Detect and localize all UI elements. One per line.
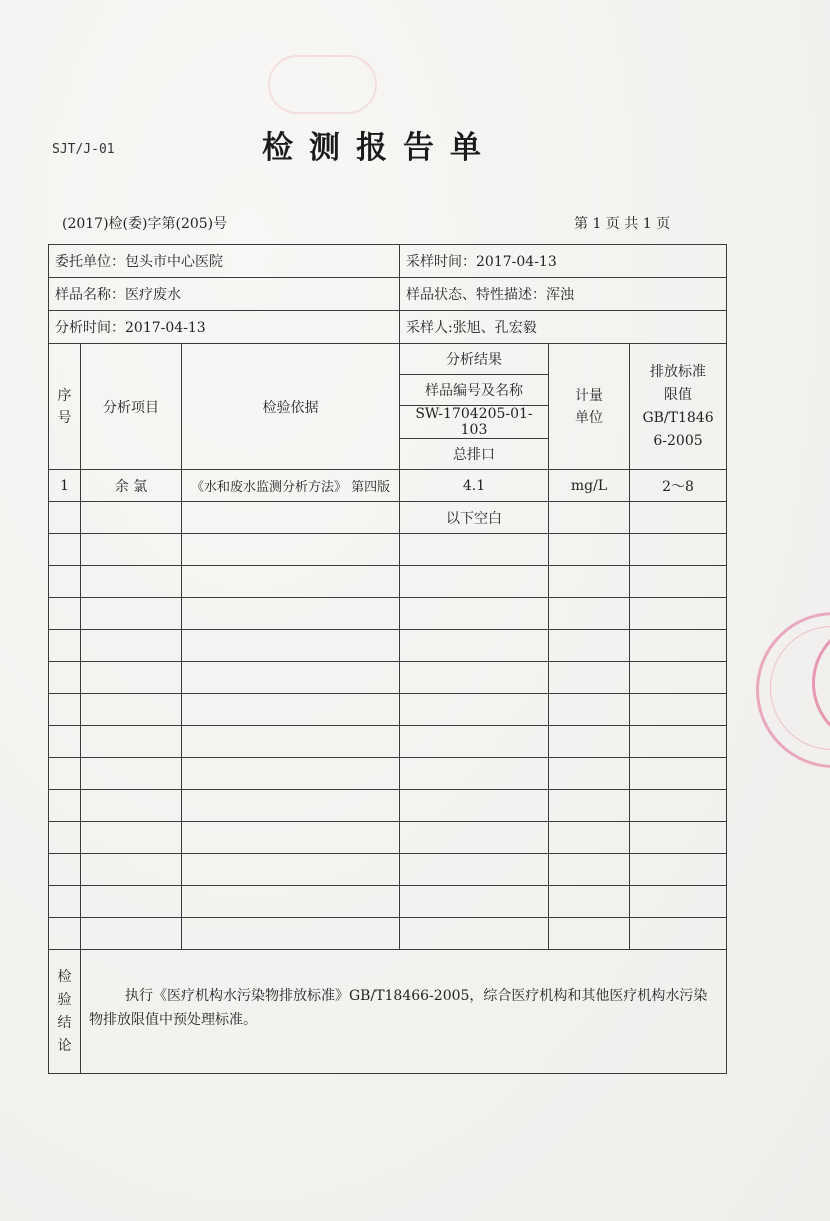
empty-row — [49, 662, 727, 694]
col-unit-label: 计量单位 — [575, 387, 604, 426]
row-unit: mg/L — [549, 470, 630, 502]
empty-row — [49, 790, 727, 822]
col-seq-label: 序号 — [57, 387, 72, 426]
table-row — [49, 502, 727, 534]
sample-state-cell: 样品状态、特性描述：浑浊 — [400, 278, 727, 311]
client-cell: 委托单位：包头市中心医院 — [49, 245, 400, 278]
conclusion-row — [49, 950, 727, 1074]
col-basis-header: 检验依据 — [182, 344, 400, 470]
page-title: 检测报告单 — [262, 130, 497, 166]
header-row — [49, 344, 727, 375]
standard-line1: 排放标准 — [650, 363, 707, 380]
empty-row — [49, 758, 727, 790]
info-row — [49, 311, 727, 344]
empty-row — [49, 534, 727, 566]
report-number: (2017)检(委)字第(205)号 — [62, 216, 228, 232]
col-sample-id: SW-1704205-01-103 — [400, 406, 549, 439]
sample-time-cell: 采样时间：2017-04-13 — [400, 245, 727, 278]
empty-row — [49, 886, 727, 918]
empty-row — [49, 726, 727, 758]
conclusion-label-cell — [49, 950, 81, 1074]
empty-row — [49, 694, 727, 726]
standard-line3: GB/T18466-2005 — [642, 409, 714, 449]
table-row — [49, 470, 727, 502]
sampler-cell: 采样人:张旭、孔宏毅 — [400, 311, 727, 344]
page-info: 第 1 页 共 1 页 — [574, 216, 671, 232]
col-seq-header — [49, 344, 81, 470]
info-row — [49, 278, 727, 311]
col-result-header: 分析结果 — [400, 344, 549, 375]
sample-name-cell: 样品名称：医疗废水 — [49, 278, 400, 311]
empty-row — [49, 854, 727, 886]
blank-note: 以下空白 — [400, 502, 549, 534]
empty-row — [49, 598, 727, 630]
row-item: 余 氯 — [81, 470, 182, 502]
watermark-logo — [268, 55, 377, 114]
empty-row — [49, 822, 727, 854]
empty-row — [49, 918, 727, 950]
row-result: 4.1 — [400, 470, 549, 502]
document-code: SJT/J-01 — [52, 142, 115, 157]
col-item-header: 分析项目 — [81, 344, 182, 470]
info-row — [49, 245, 727, 278]
col-unit-header — [549, 344, 630, 470]
col-sample-location: 总排口 — [400, 439, 549, 470]
report-table — [48, 244, 727, 1074]
row-seq: 1 — [49, 470, 81, 502]
col-sample-id-name-header: 样品编号及名称 — [400, 375, 549, 406]
row-basis: 《水和废水监测分析方法》 第四版 — [182, 470, 400, 502]
analysis-time-cell: 分析时间：2017-04-13 — [49, 311, 400, 344]
empty-row — [49, 566, 727, 598]
col-standard-header — [630, 344, 727, 470]
empty-row — [49, 630, 727, 662]
row-limit: 2～8 — [630, 470, 727, 502]
conclusion-text: 执行《医疗机构水污染物排放标准》GB/T18466-2005，综合医疗机构和其他医疗机构水污染物排放限值中预处理标准。 — [81, 950, 727, 1074]
standard-line2: 限值 — [664, 386, 693, 403]
conclusion-label: 检验结论 — [57, 968, 72, 1054]
